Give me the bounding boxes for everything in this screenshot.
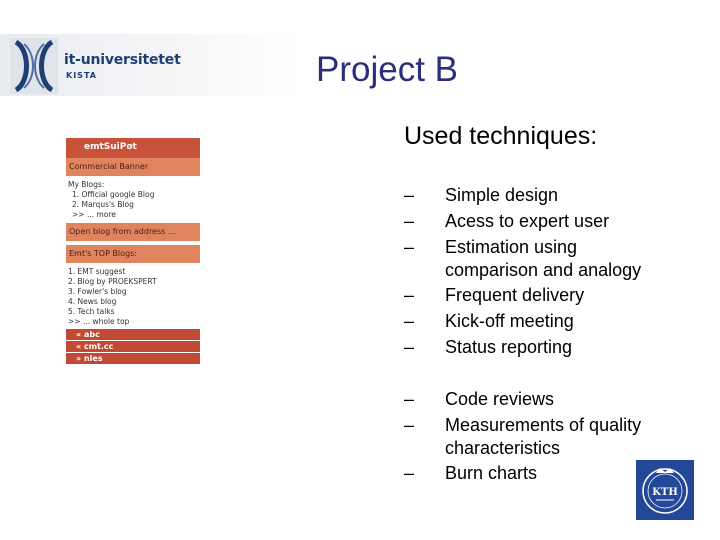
bullet-dash: –: [404, 237, 415, 257]
list-item-text: Measurements of quality characteristics: [445, 415, 642, 458]
blog-link: 2. Marqus's Blog: [72, 200, 134, 209]
bullet-dash: –: [404, 389, 415, 409]
app-screenshot: [66, 138, 200, 398]
commercial-banner: Commercial Banner: [66, 158, 200, 176]
screenshot-link: » nles: [66, 353, 200, 365]
logo-subtext: KISTA: [66, 71, 97, 80]
bullet-dash: –: [404, 211, 415, 231]
screenshot-link: « abc: [66, 329, 200, 341]
list-item-text: Kick-off meeting: [445, 311, 574, 331]
top-blog-item: 3. Fowler's blog: [68, 287, 127, 296]
my-blogs-heading: My Blogs:: [68, 180, 105, 189]
list-item-text: Frequent delivery: [445, 285, 585, 305]
bullet-dash: –: [404, 285, 415, 305]
blog-link: 1. Official google Blog: [72, 190, 155, 199]
list-item-text: Acess to expert user: [445, 211, 610, 231]
list-item-text: Simple design: [445, 185, 559, 205]
top-blogs-heading: Emt's TOP Blogs:: [66, 245, 200, 263]
open-blog-bar: Open blog from address ...: [66, 223, 200, 241]
list-item-text: Estimation using comparison and analogy: [445, 237, 642, 280]
screenshot-link: « cmt.cc: [66, 341, 200, 353]
list-item-text: Burn charts: [445, 463, 538, 483]
bullet-dash: –: [404, 337, 415, 357]
screenshot-header: [66, 138, 200, 158]
top-blog-item: >> ... whole top: [68, 317, 130, 326]
svg-text:KTH: KTH: [652, 487, 678, 498]
list-item-text: Status reporting: [445, 337, 573, 357]
top-blog-item: 5. Tech talks: [68, 307, 115, 316]
itu-logo-icon: [10, 38, 58, 94]
slide-title: Project B: [316, 50, 458, 89]
logo-text: it-universitetet: [64, 52, 181, 68]
top-blog-item: 1. EMT suggest: [68, 267, 126, 276]
bullet-dash: –: [404, 185, 415, 205]
bullet-dash: –: [404, 415, 415, 435]
list-item-text: Code reviews: [445, 389, 555, 409]
more-link: >> ... more: [72, 210, 116, 219]
top-blog-item: 4. News blog: [68, 297, 117, 306]
slide-subtitle: Used techniques:: [404, 122, 598, 150]
bullet-dash: –: [404, 311, 415, 331]
top-blog-item: 2. Blog by PROEKSPERT: [68, 277, 157, 286]
bullet-dash: –: [404, 463, 415, 483]
kth-logo-icon: [636, 460, 694, 520]
screenshot-app-name: emtSuiPot: [84, 142, 137, 152]
